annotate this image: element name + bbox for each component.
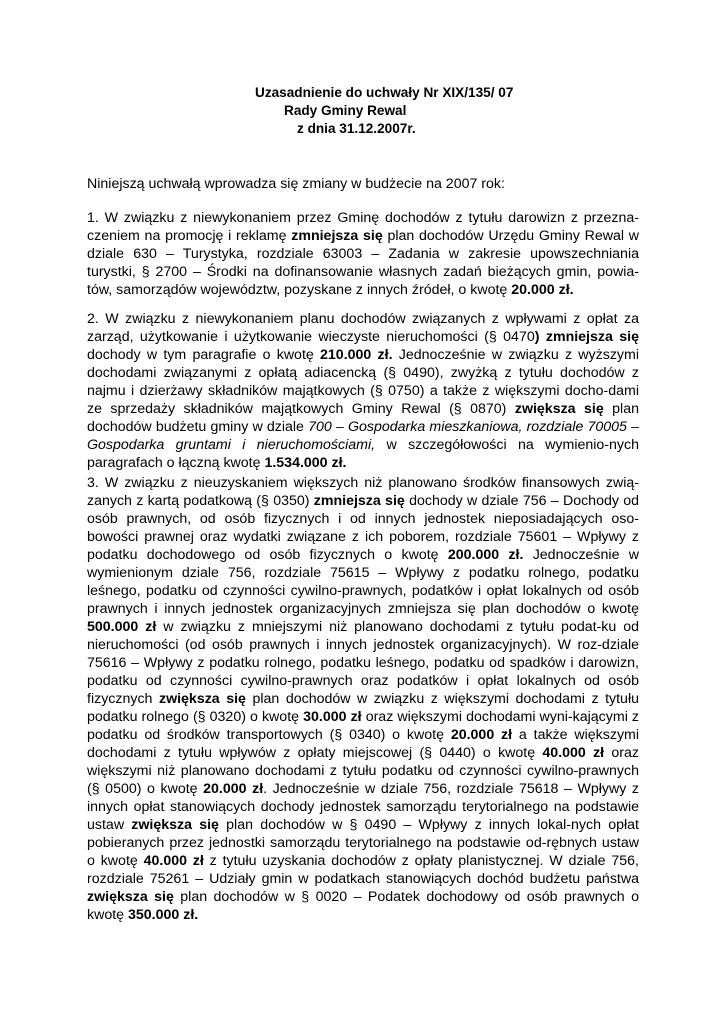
p3-text-run: 350.000 zł. [128,907,199,923]
title-line-2: Rady Gminy Rewal [284,103,407,118]
title-line-3: z dnia 31.12.2007r. [297,121,416,136]
p2-text-run: 2. W związku z niewykonaniem planu dochodów związanych z wpływami z opłat za zarząd, użytkowanie i użytkowanie wieczyste nieruchomości (§ 0470 [87,311,639,345]
p3-text-run: dochody w dziale 756 – Dochody od osób prawnych, od osób fizycznych i od innych jednostek nieposiadających oso-bowości prawnej oraz wydatki związane z ich poborem, rozdziale 75601 – Wpływy z podatku dochodowego od osób fizycznych o kwotę [87,493,640,563]
p2-text-run: 700 – Gospodarka mieszkaniowa, rozdziale 70005 – Gospodarka gruntami i nieruchomościami, [87,419,639,453]
p2-text-run: dochody w tym paragrafie o kwotę [87,347,321,363]
p1-text-run: 20.000 zł. [511,282,574,298]
p1-text-run: 1. W związku z niewykonaniem przez Gminę dochodów z tytułu darowizn z przezna-czeniem na promocję i reklamę [87,210,639,244]
p3-text-run: oraz większymi niż planowano dochodami z tytułu podatku od czynności cywilno-prawnych (§ 0500) o kwotę [87,745,640,797]
p3-text-run: z tytułu uzyskania dochodów z opłaty planistycznej. W dziale 756, rozdziale 75261 – Udziały gmin w podatkach stanowiących dochód budżetu państwa [87,853,639,887]
p1-text-run: zmniejsza się [291,228,383,244]
p3-text-run: 40.000 zł [143,853,204,869]
p1-text-run: plan dochodów Urzędu Gminy Rewal w dziale 630 – Turystyka, rozdziale 63003 – Zadania w zakresie upowszechniania turystki, § 2700 – Środki na dofinansowanie własnych zadań bieżących gmin, powia-tów, samorządów województw, pozyskane z innych źródeł, o kwotę [87,228,639,298]
p3-text-run: 200.000 zł. [447,547,524,563]
p2-text-run: plan dochodów budżetu gminy w dziale [87,401,639,435]
p3-text-run: 20.000 zł [450,727,513,743]
p3-text-run: plan dochodów w związku z większymi dochodami z tytułu podatku rolnego (§ 0320) o kwotę [87,691,639,725]
paragraph-1 [87,209,639,299]
p2-text-run: 1.534.000 zł. [264,455,347,471]
p2-text-run: 210.000 zł. [320,347,393,363]
p3-text-run: 40.000 zł [542,745,605,761]
p3-text-run: zwiększa się [87,889,174,905]
p3-text-run: zmniejsza się [313,493,405,509]
p3-text-run: 30.000 zł [303,709,362,725]
p3-text-run: Jednocześnie w wymienionym dziale 756, rozdziale 75615 – Wpływy z podatku rolnego, podatku leśnego, podatku od czynności cywilno-prawnych, podatków i opłat lokalnych od osób prawnych i innych jednostek organizacyjnych zmniejsza się plan dochodów o kwotę [87,547,639,617]
title-line-1: Uzasadnienie do uchwały Nr XIX/135/ 07 [255,85,514,100]
p3-text-run: zwiększa się [158,691,246,707]
p3-text-run: 20.000 zł [203,781,264,797]
p2-text-run: Jednocześnie w związku z wyższymi dochodami związanymi z opłatą adiacencką (§ 0490), zwyżką z tytułu dochodów z najmu i dzierżawy składników majątkowych (§ 0750) a także z większymi docho-dami ze sprzedaży składników majątkowych Gminy Rewal (§ 0870) [87,347,639,417]
p3-text-run: 500.000 zł [87,619,157,635]
intro-text: Niniejszą uchwałą wprowadza się zmiany w budżecie na 2007 rok: [87,176,505,192]
p3-text-run: zwiększa się [131,817,219,833]
p3-text-run: plan dochodów w § 0020 – Podatek dochodowy od osób prawnych o kwotę [87,889,639,923]
paragraph-3 [87,474,639,924]
p3-text-run: oraz większymi dochodami wyni-kającymi z podatku od środków transportowych (§ 0340) o kwotę [87,709,640,743]
p2-text-run: zwiększa się [514,401,604,417]
p3-text-run: 3. W związku z nieuzyskaniem większych niż planowano środków finansowych zwią-zanych z kartą podatkową (§ 0350) [87,475,639,509]
p3-text-run: w związku z mniejszymi niż planowano dochodami z tytułu podat-ku od nieruchomości (od osób prawnych i innych jednostek organizacyjnych). W roz-dziale 75616 – Wpływy z podatku rolnego, podatku leśnego, podatku od spadków i darowizn, podatku od czynności cywilno-prawnych oraz podatków i opłat lokalnych od osób fizycznych [87,619,640,707]
p3-text-run: a także większymi dochodami z tytułu wpływów z opłaty miejscowej (§ 0440) o kwotę [87,727,640,761]
p3-text-run: plan dochodów w § 0490 – Wpływy z innych lokal-nych opłat pobieranych przez jednostki samorządu terytorialnego na podstawie od-rębnych ustaw o kwotę [87,817,639,869]
p3-text-run: . Jednocześnie w dziale 756, rozdziale 75618 – Wpływy z innych opłat stanowiących dochody jednostek samorządu terytorialnego na podstawie ustaw [87,781,640,833]
paragraph-2 [87,310,639,472]
p2-text-run: w szczegółowości na wymienio-nych paragrafach o łączną kwotę [87,437,639,471]
p2-text-run: ) zmniejsza się [534,329,639,345]
